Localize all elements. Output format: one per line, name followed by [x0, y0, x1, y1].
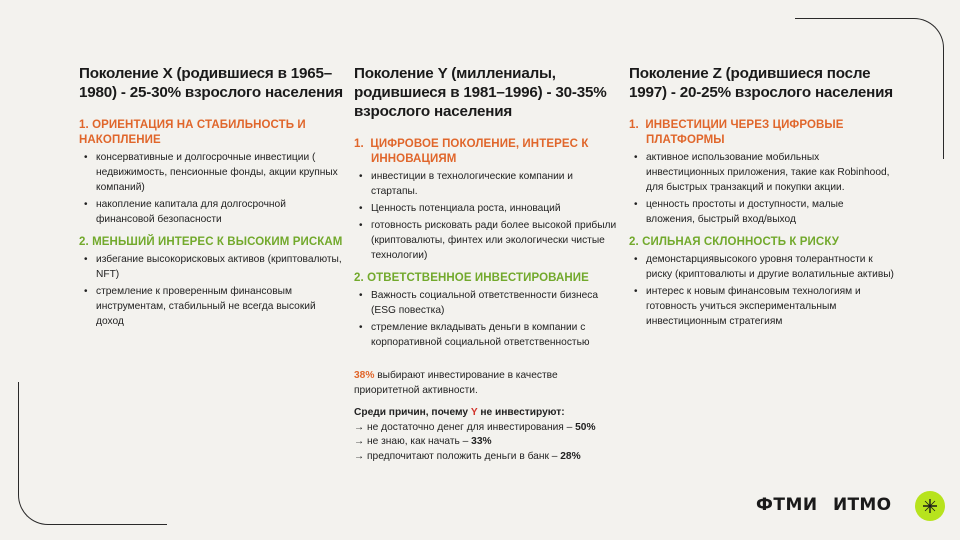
logo-ftmi: ФТМИ [756, 495, 818, 515]
gen-x-section1-list [79, 150, 344, 227]
heading-number: 1. [354, 138, 364, 150]
sparkle-icon [922, 498, 938, 514]
gen-z-section1-list [629, 150, 894, 227]
reason-text: не знаю, как начать – [364, 436, 472, 447]
gen-z-section2-list [629, 252, 894, 329]
generation-x-title: Поколение X (родившиеся в 1965–1980) - 25-30% взрослого населения [79, 65, 343, 101]
list-item: • избегание высокорисковых активов (криптовалюты, NFT) [79, 252, 344, 282]
list-item: • консервативные и долгосрочные инвестиции ( недвижимость, пенсионные фонды, акции крупных компаний) [79, 150, 344, 195]
list-item: • демонстарциявысокого уровня толерантности к риску (криптовалюты и другие волатильные активы) [629, 252, 894, 282]
reason-text: предпочитают положить деньги в банк – [364, 450, 561, 462]
reasons-intro-tail: не инвестируют: [477, 407, 565, 418]
reason-value: 33% [471, 436, 492, 447]
list-item: • интерес к новым финансовым технологиям и готовность учиться экспериментальным инвестиционным стратегиям [629, 284, 894, 329]
stat-text: выбирают инвестирование в качестве приоритетной активности. [354, 370, 558, 396]
arrow-icon: → [354, 436, 365, 447]
gen-y-section2-heading: 2. ОТВЕТСТВЕННОЕ ИНВЕСТИРОВАНИЕ [354, 272, 589, 284]
arrow-icon: → [354, 421, 365, 433]
gen-z-section2-heading: 2. СИЛЬНАЯ СКЛОННОСТЬ К РИСКУ [629, 236, 839, 248]
reasons-intro-text: Среди причин, почему [354, 407, 471, 418]
gen-x-section2-heading: 2. МЕНЬШИЙ ИНТЕРЕС К ВЫСОКИМ РИСКАМ [79, 236, 343, 248]
column-generation-x [79, 64, 344, 335]
list-item: • инвестиции в технологические компании и стартапы. [354, 169, 619, 199]
stat-value: 38% [354, 370, 375, 381]
list-item: • накопление капитала для долгосрочной финансовой безопасности [79, 197, 344, 227]
heading-text: ЦИФРОВОЕ ПОКОЛЕНИЕ, ИНТЕРЕС К ИННОВАЦИЯМ [370, 138, 589, 165]
list-item: • Важность социальной ответственности бизнеса (ESG повестка) [354, 288, 619, 318]
column-generation-y [354, 64, 619, 464]
reason-value: 28% [560, 450, 581, 462]
sparkle-badge [915, 491, 945, 521]
arrow-icon: → [354, 450, 365, 462]
list-item: • готовность рисковать ради более высокой прибыли (криптовалюты, финтех или экологически чистые технологии) [354, 218, 619, 263]
list-item: • Ценность потенциала роста, инноваций [354, 201, 619, 216]
logo-itmo: ИTMO [833, 495, 892, 515]
reason-text: не достаточно денег для инвестирования – [364, 421, 576, 433]
column-generation-z [629, 64, 894, 335]
generation-z-title: Поколение Z (родившиеся после 1997) - 20-25% взрослого населения [629, 65, 893, 101]
list-item: • ценность простоты и доступности, малые вложения, быстрый вход/выход [629, 197, 894, 227]
reason-value: 50% [575, 421, 596, 433]
list-item: • стремление вкладывать деньги в компании с корпоративной социальной ответственностью [354, 320, 619, 350]
gen-y-section1-heading [354, 137, 619, 167]
reasons-intro-y: Y [470, 407, 478, 418]
reasons-intro [354, 406, 619, 421]
list-item: • стремление к проверенным финансовым инструментам, стабильный не всегда высокий доход [79, 284, 344, 329]
reason-row [354, 421, 619, 436]
reason-row [354, 450, 619, 465]
gen-y-stat [354, 368, 619, 398]
generation-y-title: Поколение Y (миллениалы, родившиеся в 1981–1996) - 30-35% взрослого населения [354, 65, 607, 120]
gen-x-section2-list [79, 252, 344, 329]
list-item: • активное использование мобильных инвестиционных приложения, такие как Robinhood, для быстрых транзакций и покупки акции. [629, 150, 894, 195]
gen-y-section2-list [354, 288, 619, 350]
heading-number: 1. [629, 119, 639, 131]
gen-y-section1-list [354, 169, 619, 263]
heading-text: ИНВЕСТИЦИИ ЧЕРЕЗ ЦИФРОВЫЕ ПЛАТФОРМЫ [645, 119, 844, 146]
decorative-frame-bottom-left [18, 382, 167, 525]
gen-y-reasons [354, 406, 619, 464]
reason-row [354, 435, 619, 450]
gen-z-section1-heading [629, 118, 894, 148]
gen-x-section1-heading: 1. ОРИЕНТАЦИЯ НА СТАБИЛЬНОСТЬ И НАКОПЛЕНИЕ [79, 119, 306, 146]
